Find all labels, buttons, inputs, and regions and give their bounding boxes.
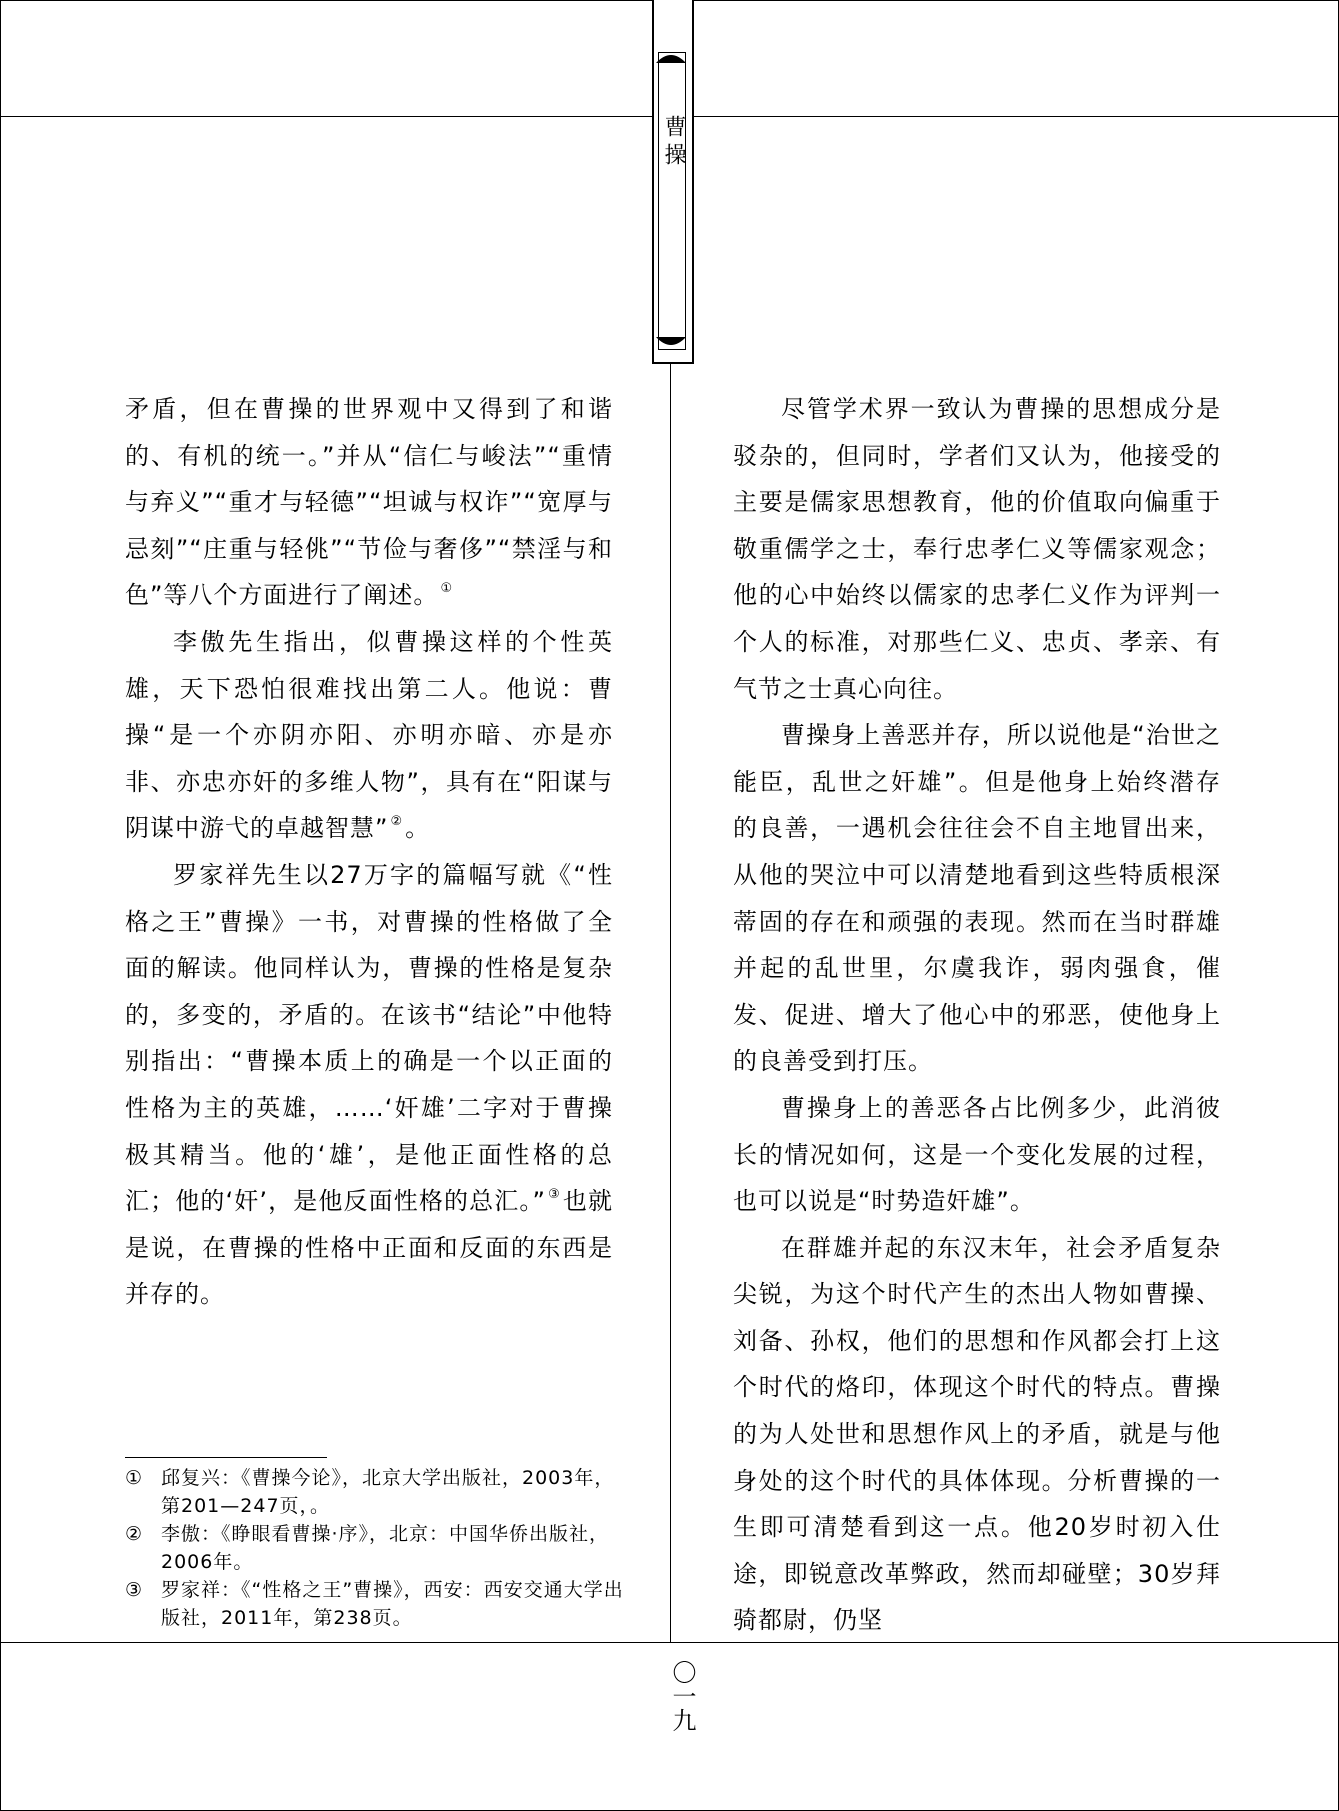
right-column: [733, 386, 1221, 1644]
left-paragraph-2-end: 。: [405, 814, 431, 843]
right-paragraph-2: 曹操身上善恶并存，所以说他是“治世之能臣，乱世之奸雄”。但是他身上始终潜存的良善，一遇机会往往会不自主地冒出来，从他的哭泣中可以清楚地看到这些特质根深蒂固的存在和顽强的表现。然而在当时群雄并起的乱世里，尔虞我诈，弱肉强食，催发、促进、增大了他心中的邪恶，使他身上的良善受到打压。: [733, 721, 1221, 1076]
footnote-ref-1: ①: [440, 581, 454, 597]
left-paragraph-2-text: 李傲先生指出，似曹操这样的个性英雄，天下恐怕很难找出第二人。他说：曹操“是一个亦阴亦阳、亦明亦暗、亦是亦非、亦忠亦奸的多维人物”，具有在“阳谋与阴谋中游弋的卓越智慧”: [125, 627, 613, 843]
right-paragraph-3: 曹操身上的善恶各占比例多少，此消彼长的情况如何，这是一个变化发展的过程，也可以说是“时势造奸雄”。: [733, 1093, 1221, 1216]
left-paragraph-1-text: 矛盾，但在曹操的世界观中又得到了和谐的、有机的统一。”并从“信仁与峻法”“重情与弃义”“重才与轻德”“坦诚与权诈”“宽厚与忌刻”“庄重与轻佻”“节俭与奢侈”“禁淫与和色”等八个方面进行了阐述。: [125, 395, 613, 610]
page-number: 〇一九: [668, 1660, 696, 1732]
right-paragraph-1: 尽管学术界一致认为曹操的思想成分是驳杂的，但同时，学者们又认为，他接受的主要是儒家思想教育，他的价值取向偏重于敬重儒学之士，奉行忠孝仁义等儒家观念；他的心中始终以儒家的忠孝仁义作为评判一个人的标准，对那些仁义、忠贞、孝亲、有气节之士真心向往。: [733, 395, 1221, 703]
footnote-1-text: 邱复兴：《曹操今论》，北京大学出版社，2003年，第201—247页，。: [161, 1467, 615, 1517]
footnote-3-text: 罗家祥：《“性格之王”曹操》，西安：西安交通大学出版社，2011年，第238页。: [161, 1579, 624, 1629]
spine-tab: [652, 0, 694, 364]
footnote-rule: [125, 1457, 327, 1458]
footnote-ref-2: ②: [390, 814, 404, 830]
spine-ornament-bottom: [655, 336, 687, 350]
footnote-1-mark: ①: [125, 1467, 144, 1489]
footnote-ref-3: ③: [547, 1187, 561, 1203]
spine-panel: [658, 52, 686, 350]
left-column: [125, 386, 613, 1318]
left-paragraph-1: [125, 386, 613, 619]
right-paragraph-4: 在群雄并起的东汉末年，社会矛盾复杂尖锐，为这个时代产生的杰出人物如曹操、刘备、孙权，他们的思想和作风都会打上这个时代的烙印，体现这个时代的特点。曹操的为人处世和思想作风上的矛盾，就是与他身处的这个时代的具体体现。分析曹操的一生即可清楚看到这一点。他20岁时初入仕途，即锐意改革弊政，然而却碰壁；30岁拜骑都尉，仍坚: [733, 1233, 1221, 1635]
column-divider: [670, 362, 671, 1642]
footnote-2: [125, 1520, 625, 1576]
left-paragraph-3-text: 罗家祥先生以27万字的篇幅写就《“性格之王”曹操》一书，对曹操的性格做了全面的解读。他同样认为，曹操的性格是复杂的，多变的，矛盾的。在该书“结论”中他特别指出：“曹操本质上的确是一个以正面的性格为主的英雄，……‘奸雄’二字对于曹操极其精当。他的‘雄’，是他正面性格的总汇；他的‘奸’，是他反面性格的总汇。”: [125, 860, 613, 1216]
footnote-3: [125, 1576, 625, 1632]
footnote-2-mark: ②: [125, 1523, 144, 1545]
left-paragraph-2: [125, 619, 613, 852]
footnote-2-text: 李傲：《睁眼看曹操·序》，北京：中国华侨出版社，2006年。: [161, 1523, 610, 1573]
footnote-3-mark: ③: [125, 1579, 144, 1601]
left-paragraph-3: [125, 852, 613, 1318]
spine-title: 曹操: [661, 115, 686, 171]
left-paragraph-3-end: 也就是说，在曹操的性格中正面和反面的东西是并存的。: [125, 1187, 614, 1309]
footnote-1: [125, 1464, 625, 1520]
footnotes: [125, 1464, 625, 1632]
